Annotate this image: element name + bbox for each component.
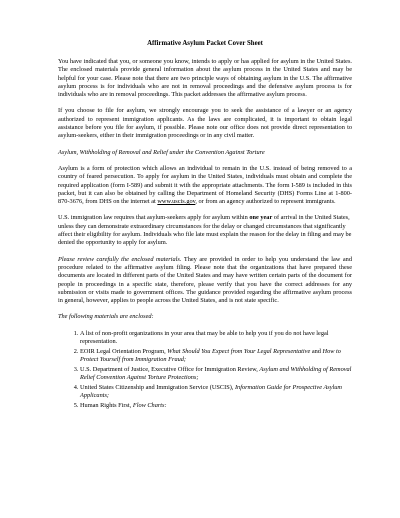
materials-heading: The following materials are enclosed: [58, 313, 154, 321]
list-item [80, 330, 352, 347]
list-item [80, 348, 352, 365]
item-italic-2: How to Protect Yourself from Immigration Fraud; [80, 347, 341, 364]
one-year-text-a: U.S. immigration law requires that asylum-seekers apply for asylum within [58, 214, 250, 222]
asylum-def-text-a: Asylum is a form of protection which allows an individual to remain in the U.S. instead of being removed to a country of feared persecution. To apply for asylum in the United States, individuals must obtain and complete the required application (form I-589) and submit it with the appropriate attachments. The form I-589 is included in this packet, but it can also be obtained by calling the Department of Homeland Security (DHS) Forms Line at 1-800-870-3676, from DHS on the internet at [58, 164, 352, 206]
list-item [80, 402, 352, 410]
materials-list [58, 330, 352, 411]
lawyer-paragraph: If you choose to file for asylum, we strongly encourage you to seek the assistance of a lawyer or an agency authorized to represent immigration applicants. As the laws are complicated, it is important to obtain legal assistance before you file for asylum, if possible. Please note our office does not provide direct representation to asylum-seekers, either in their immigration proceedings or in any civil matter. [58, 107, 352, 140]
list-item [80, 384, 352, 401]
list-item [80, 366, 352, 383]
asylum-def-text-b: , or from an agency authorized to represent immigrants. [195, 198, 336, 206]
one-year-text-b: of arrival in the United States, unless they can demonstrate extraordinary circumstances for the delay or changed circumstances that significantly affect their eligibility for asylum. Individuals who file late must explain the reason for the delay in filing and may be denied the opportunity to apply for asylum. [58, 214, 352, 247]
page-title: Affirmative Asylum Packet Cover Sheet [147, 40, 263, 47]
review-paragraph [58, 256, 352, 306]
item-text: U.S. Department of Justice, Executive Office for Immigration Review, [80, 365, 260, 373]
item-italic: Asylum and Withholding of Removal Relief Convention Against Torture Protections; [80, 365, 352, 382]
item-text: EOIR Legal Orientation Program, [80, 347, 168, 355]
item-text: Human Rights First, [80, 402, 133, 410]
one-year-bold: one year [249, 214, 273, 222]
one-year-paragraph [58, 214, 352, 247]
item-text: A list of non-profit organizations in your area that may be able to help you if you do not have legal representation. [80, 329, 329, 346]
item-italic: Information Guide for Prospective Asylum Applicants; [80, 384, 342, 400]
asylum-definition-paragraph [58, 165, 352, 206]
uscis-link[interactable]: www.uscis.gov [157, 198, 196, 206]
section-heading: Asylum, Withholding of Removal and Relief under the Convention Against Torture [58, 148, 265, 156]
review-italic: Please review carefully the enclosed materials. [58, 255, 182, 263]
intro-paragraph: You have indicated that you, or someone you know, intends to apply or has applied for asylum in the United States. The enclosed materials provide general information about the asylum process in the United States and may be helpful for your case. Please note that there are two principle ways of obtaining asylum in the U.S. The affirmative asylum process is for individuals who are not in removal proceedings and the defensive asylum process is for individuals who are in removal proceedings. This packet addresses the affirmative asylum process. [58, 58, 352, 99]
item-text: United States Citizenship and Immigration Service (USCIS), [80, 384, 235, 391]
item-italic: What Should You Expect from Your Legal Representative [167, 347, 311, 355]
item-mid: and [310, 347, 323, 355]
review-rest: They are provided in order to help you understand the law and procedure related to the affirmative asylum filing. Please note that the organizations that have prepared these documents are located in different parts of the United States and may have written certain parts of the document for people in proceedings in a specific state, therefore, please verify that you have the correct addresses for any submission or visits made to government offices. The guidance provided regarding the affirmative asylum process in general, however, applies to people across the United States, and is not state specific. [58, 255, 352, 305]
item-italic: Flow Charts: [132, 402, 167, 410]
